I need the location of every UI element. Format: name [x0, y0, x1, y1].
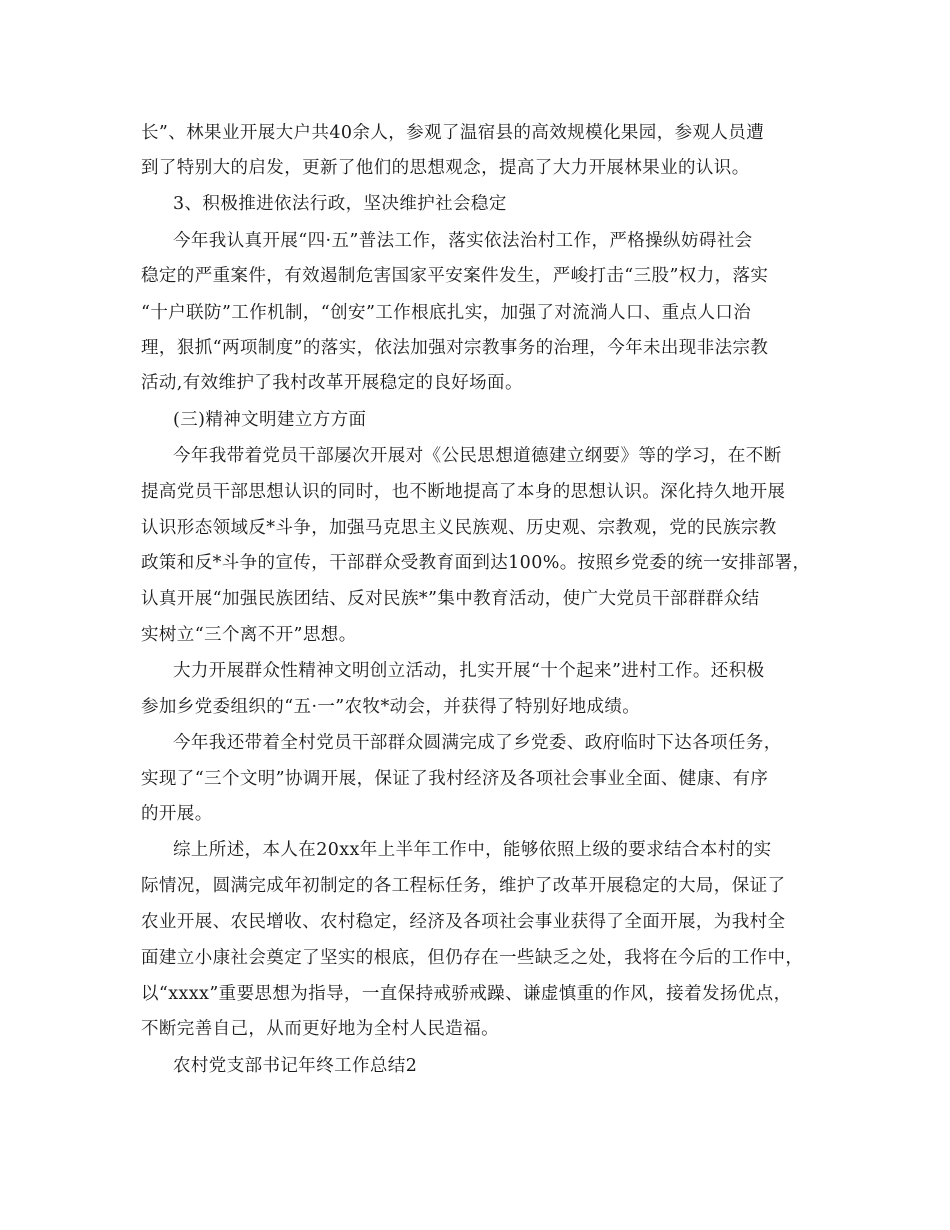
text-line: 活动,有效维护了我村改革开展稳定的良好场面。	[141, 373, 523, 393]
text-line: 面建立小康社会奠定了坚实的根底，但仍存在一些缺乏之处，我将在今后的工作中，	[141, 948, 804, 968]
text-line: 长”、林果业开展大户共40余人，参观了温宿县的高效规模化果园，参观人员遭	[141, 123, 765, 143]
text-line: 认识形态领域反*斗争，加强马克思主义民族观、历史观、宗教观，党的民族宗教	[141, 518, 777, 538]
section-heading: 农村党支部书记年终工作总结2	[173, 1056, 418, 1076]
text-line: 际情况，圆满完成年初制定的各工程标任务，维护了改革开展稳定的大局，保证了	[141, 876, 786, 896]
text-line: 不断完善自己，从而更好地为全村人民造福。	[141, 1019, 499, 1039]
text-line: 提高党员干部思想认识的同时，也不断地提高了本身的思想认识。深化持久地开展	[141, 482, 786, 502]
text-line: 今年我认真开展“四·五”普法工作，落实依法治村工作，严格操纵妨碍社会	[173, 231, 753, 251]
text-line: 政策和反*斗争的宣传，干部群众受教育面到达100%。按照乡党委的统一安排部署，	[141, 553, 811, 573]
text-line: 实现了“三个文明”协调开展，保证了我村经济及各项社会事业全面、健康、有序	[141, 769, 769, 789]
text-line: 以“xxxx”重要思想为指导，一直保持戒骄戒躁、谦虚慎重的作风，接着发扬优点，	[141, 984, 792, 1004]
text-line: 理，狠抓“两项制度”的落实，依法加强对宗教事务的治理，今年未出现非法宗教	[141, 338, 769, 358]
text-line: 的开展。	[141, 804, 213, 824]
text-line: 综上所述，本人在20xx年上半年工作中，能够依照上级的要求结合本村的实	[173, 840, 772, 860]
text-line: 大力开展群众性精神文明创立活动，扎实开展“十个起来”进村工作。还积极	[173, 661, 765, 681]
text-line: 认真开展“加强民族团结、反对民族*”集中教育活动，使广大党员干部群群众结	[141, 589, 760, 609]
text-line: “十户联防”工作机制，“创安”工作根底扎实，加强了对流淌人口、重点人口治	[141, 303, 752, 323]
text-line: 参加乡党委组织的“五·一”农牧*动会，并获得了特别好地成绩。	[141, 697, 641, 717]
section-heading: 3、积极推进依法行政，坚决维护社会稳定	[173, 194, 507, 214]
text-line: 稳定的严重案件，有效遏制危害国家平安案件发生，严峻打击“三股”权力，落实	[141, 266, 769, 286]
text-line: 农业开展、农民增收、农村稳定，经济及各项社会事业获得了全面开展，为我村全	[141, 912, 786, 932]
text-line: 到了特别大的启发，更新了他们的思想观念，提高了大力开展林果业的认识。	[141, 158, 750, 178]
text-line: 今年我还带着全村党员干部群众圆满完成了乡党委、政府临时下达各项任务，	[173, 733, 782, 753]
text-line: 今年我带着党员干部屡次开展对《公民思想道德建立纲要》等的学习，在不断	[173, 446, 782, 466]
text-line: 实树立“三个离不开”思想。	[141, 625, 357, 645]
section-heading: (三)精神文明建立方方面	[173, 410, 367, 430]
